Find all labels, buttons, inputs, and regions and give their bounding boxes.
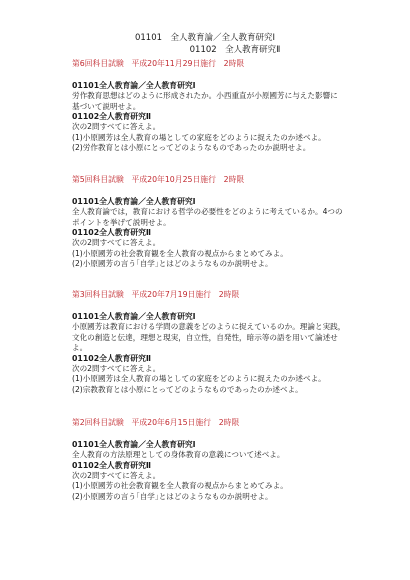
exam-section-6 xyxy=(72,58,372,154)
subject-heading: 01102全人教育研究Ⅱ xyxy=(72,460,152,470)
question-line: 小原國芳は教育における学問の意義をどのように捉えているのか。理論と実践， xyxy=(72,322,346,331)
question-line: 次の2問すべてに答えよ。 xyxy=(72,470,161,480)
question-line: (2)労作教育とは小原にとってどのようなものであったのか説明せよ。 xyxy=(72,143,311,152)
question-line: よ。 xyxy=(72,343,88,352)
section-title: 第6回科目試験 平成20年11月29日施行 2時限 xyxy=(72,59,245,68)
section-title: 第5回科目試験 平成20年10月25日施行 2時限 xyxy=(72,175,245,184)
subject-heading: 01101全人教育論／全人教育研究Ⅰ xyxy=(72,312,196,321)
question-line: 労作教育思想はどのように形成されたか。小西重直が小原國芳に与えた影響に xyxy=(72,91,338,100)
exam-section-2 xyxy=(72,417,372,502)
question-line: (1)小原國芳は全人教育の場としての家庭をどのように捉えたのか述べよ。 xyxy=(72,132,326,142)
section-title: 第2回科目試験 平成20年6月15日施行 2時限 xyxy=(72,418,240,427)
document-header xyxy=(0,0,410,56)
subject-heading: 01102全人教育研究Ⅱ xyxy=(72,353,152,363)
subject-heading: 01101全人教育論／全人教育研究Ⅰ xyxy=(72,197,196,206)
question-line: 次の2問すべてに答えよ。 xyxy=(72,363,161,373)
question-line: (1)小原國芳は全人教育の場としての家庭をどのように捉えたのか述べよ。 xyxy=(72,374,326,383)
question-line: 次の2問すべてに答えよ。 xyxy=(72,122,161,131)
header-course-line-2: 01102 全人教育研究Ⅱ xyxy=(189,45,281,55)
question-line: 全人教育の方法原理としての身体教育の意義について述べよ。 xyxy=(72,450,285,459)
question-line: 文化の創造と伝達，理想と現実，自立性，自発性，暗示等の語を用いて論述せ xyxy=(72,332,338,342)
question-line: 基づいて説明せよ。 xyxy=(72,101,141,111)
question-line: (1)小原國芳の社会教育観を全人教育の視点からまとめてみよ。 xyxy=(72,481,288,490)
question-line: (2)小原國芳の言う｢自学｣とはどのようなものか説明せよ。 xyxy=(72,491,273,501)
question-line: (2)小原國芳の言う｢自学｣とはどのようなものか説明せよ。 xyxy=(72,259,273,268)
question-line: 全人教育論では，教育における哲学の必要性をどのように考えているか。4つの xyxy=(72,207,343,216)
subject-heading: 01101全人教育論／全人教育研究Ⅰ xyxy=(72,81,196,90)
exam-section-5 xyxy=(72,174,372,270)
section-title: 第3回科目試験 平成20年7月19日施行 2時限 xyxy=(72,290,240,299)
subject-heading: 01102全人教育研究Ⅱ xyxy=(72,112,152,121)
question-line: (2)宗教教育とは小原にとってどのようなものであったのか述べよ。 xyxy=(72,384,303,394)
question-line: 次の2問すべてに答えよ。 xyxy=(72,238,161,247)
exam-section-3 xyxy=(72,289,372,395)
subject-heading: 01101全人教育論／全人教育研究Ⅰ xyxy=(72,440,196,449)
subject-heading: 01102全人教育研究Ⅱ xyxy=(72,228,152,237)
header-course-line-1: 01101 全人教育論／全人教育研究Ⅰ xyxy=(134,33,276,43)
question-line: ポイントを挙げて説明せよ。 xyxy=(72,217,171,227)
question-line: (1)小原國芳の社会教育観を全人教育の視点からまとめてみよ。 xyxy=(72,248,288,258)
